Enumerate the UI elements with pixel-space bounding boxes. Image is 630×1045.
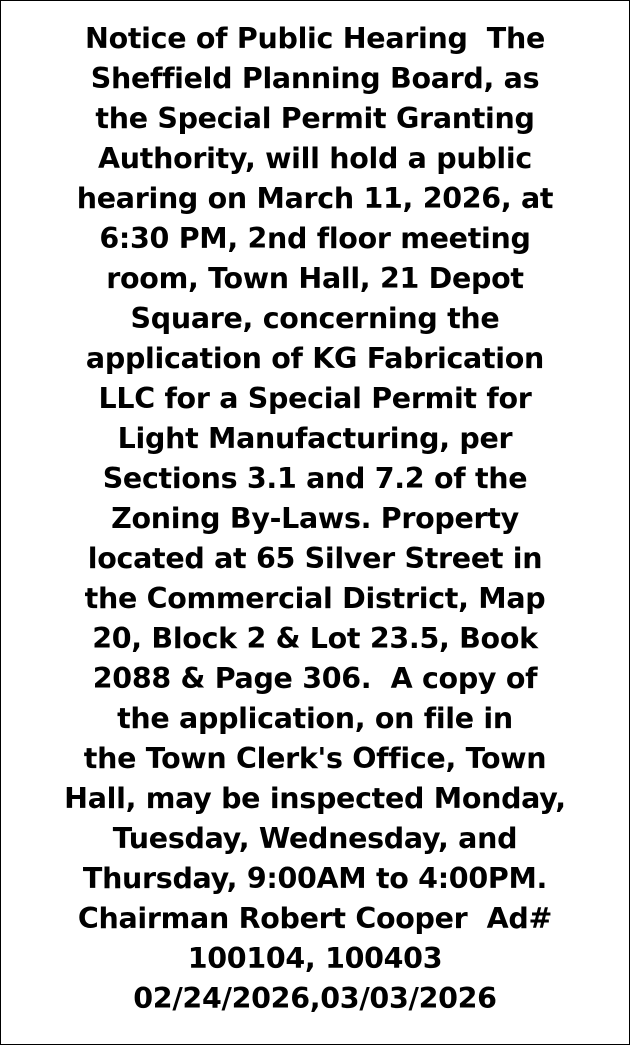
notice-line: LLC for a Special Permit for (98, 382, 532, 415)
notice-line: Square, concerning the (130, 302, 500, 335)
notice-line: Authority, will hold a public (98, 142, 532, 175)
notice-line: room, Town Hall, 21 Depot (106, 262, 524, 295)
notice-line: Light Manufacturing, per (117, 422, 513, 455)
notice-line: Sections 3.1 and 7.2 of the (102, 462, 528, 495)
notice-line: Thursday, 9:00AM to 4:00PM. (82, 862, 548, 895)
notice-line: the application, on file in (117, 702, 513, 735)
notice-line: 02/24/2026,03/03/2026 (133, 982, 497, 1015)
notice-line: 20, Block 2 & Lot 23.5, Book (92, 622, 538, 655)
notice-line: the Special Permit Granting (95, 102, 535, 135)
notice-line: Chairman Robert Cooper Ad# (77, 902, 553, 935)
notice-line: Zoning By-Laws. Property (111, 502, 519, 535)
notice-line: Notice of Public Hearing The (85, 22, 545, 55)
notice-line: Hall, may be inspected Monday, (64, 782, 566, 815)
notice-line: the Town Clerk's Office, Town (83, 742, 547, 775)
notice-line: application of KG Fabrication (85, 342, 545, 375)
notice-line: located at 65 Silver Street in (87, 542, 543, 575)
notice-line: the Commercial District, Map (84, 582, 546, 615)
notice-line: hearing on March 11, 2026, at (76, 182, 554, 215)
notice-line: 2088 & Page 306. A copy of (92, 662, 538, 695)
notice-line: Sheffield Planning Board, as (90, 62, 540, 95)
notice-line: 100104, 100403 (187, 942, 443, 975)
notice-line: Tuesday, Wednesday, and (112, 822, 518, 855)
notice-body (7, 19, 623, 1019)
notice-line: 6:30 PM, 2nd floor meeting (99, 222, 531, 255)
